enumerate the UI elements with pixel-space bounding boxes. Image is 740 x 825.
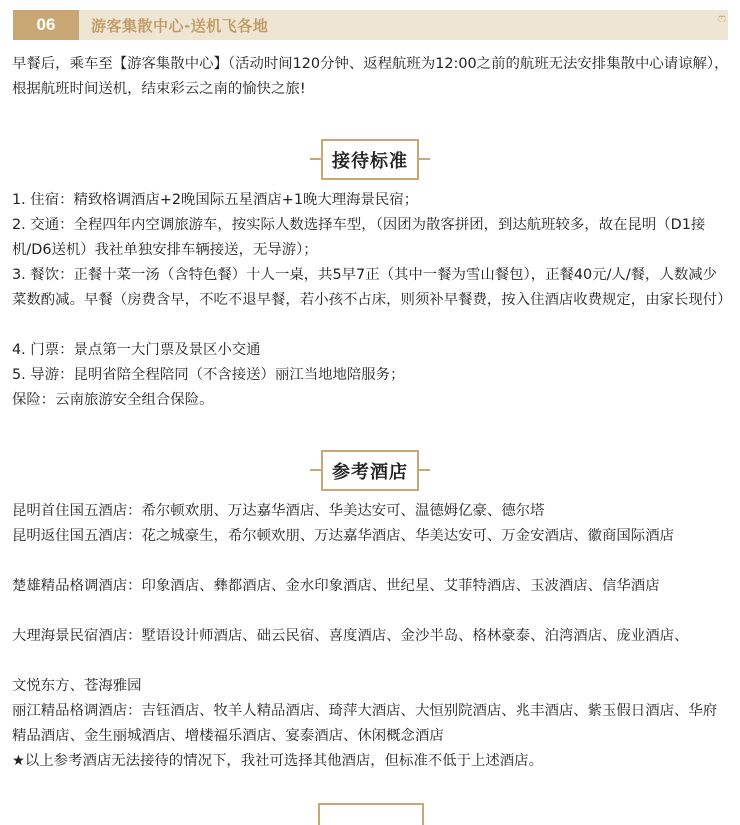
- swirl-icon: ෆ: [717, 11, 726, 25]
- list-item: 3. 餐饮：正餐十菜一汤（含特色餐）十人一桌，共5早7正（其中一餐为雪山餐包），正餐40元/人/餐，人数减少菜数酌减。早餐（房费含早，不吃不退早餐，若小孩不占床，则须补早餐费，按入住酒店收费规定，由家长现付）: [12, 267, 732, 308]
- list-item: 大理海景民宿酒店：墅语设计师酒店、础云民宿、喜度酒店、金沙半岛、格林豪泰、泊湾酒店、庞业酒店、: [12, 628, 689, 644]
- list-item: 1. 住宿：精致格调酒店+2晚国际五星酒店+1晚大理海景民宿；: [12, 192, 419, 208]
- day-intro-text: 早餐后，乘车至【游客集散中心】（活动时间120分钟、返程航班为12:00之前的航班无法安排集散中心请谅解），根据航班时间送机，结束彩云之南的愉快之旅!: [12, 56, 729, 97]
- day-header-bar: [13, 10, 728, 40]
- list-item: 文悦东方、苍海雅园: [12, 678, 142, 694]
- day-number-badge: 06: [13, 10, 79, 40]
- day-title: 游客集散中心-送机飞各地: [91, 16, 269, 35]
- next-section-heading-partial: [318, 803, 424, 825]
- section-heading-standards: 接待标准: [321, 139, 419, 180]
- list-item: 2. 交通：全程四年内空调旅游车，按实际人数选择车型，（因团为散客拼团，到达航班较多，故在昆明（D1接机/D6送机）我社单独安排车辆接送，无导游）；: [12, 217, 706, 258]
- list-item: 昆明首住国五酒店：希尔顿欢朋、万达嘉华酒店、华美达安可、温德姆亿豪、德尔塔: [12, 503, 545, 519]
- section-heading-hotels: 参考酒店: [321, 450, 419, 491]
- list-item: 楚雄精品格调酒店：印象酒店、彝都酒店、金水印象酒店、世纪星、艾菲特酒店、玉波酒店、信华酒店: [12, 578, 660, 594]
- list-item: 保险：云南旅游安全组合保险。: [12, 392, 214, 408]
- list-item: 4. 门票：景点第一大门票及景区小交通: [12, 342, 261, 358]
- list-item: 5. 导游：昆明省陪全程陪同（不含接送）丽江当地地陪服务；: [12, 367, 405, 383]
- list-item: ★以上参考酒店无法接待的情况下，我社可选择其他酒店，但标准不低于上述酒店。: [12, 753, 543, 769]
- list-item: 昆明返住国五酒店：花之城豪生，希尔顿欢朋、万达嘉华酒店、华美达安可、万金安酒店、徽商国际酒店: [12, 528, 674, 544]
- list-item: 丽江精品格调酒店：吉钰酒店、牧羊人精品酒店、琦萍大酒店、大恒别院酒店、兆丰酒店、紫玉假日酒店、华府精品酒店、金生丽城酒店、增楼福乐酒店、宴泰酒店、休闲概念酒店: [12, 703, 718, 744]
